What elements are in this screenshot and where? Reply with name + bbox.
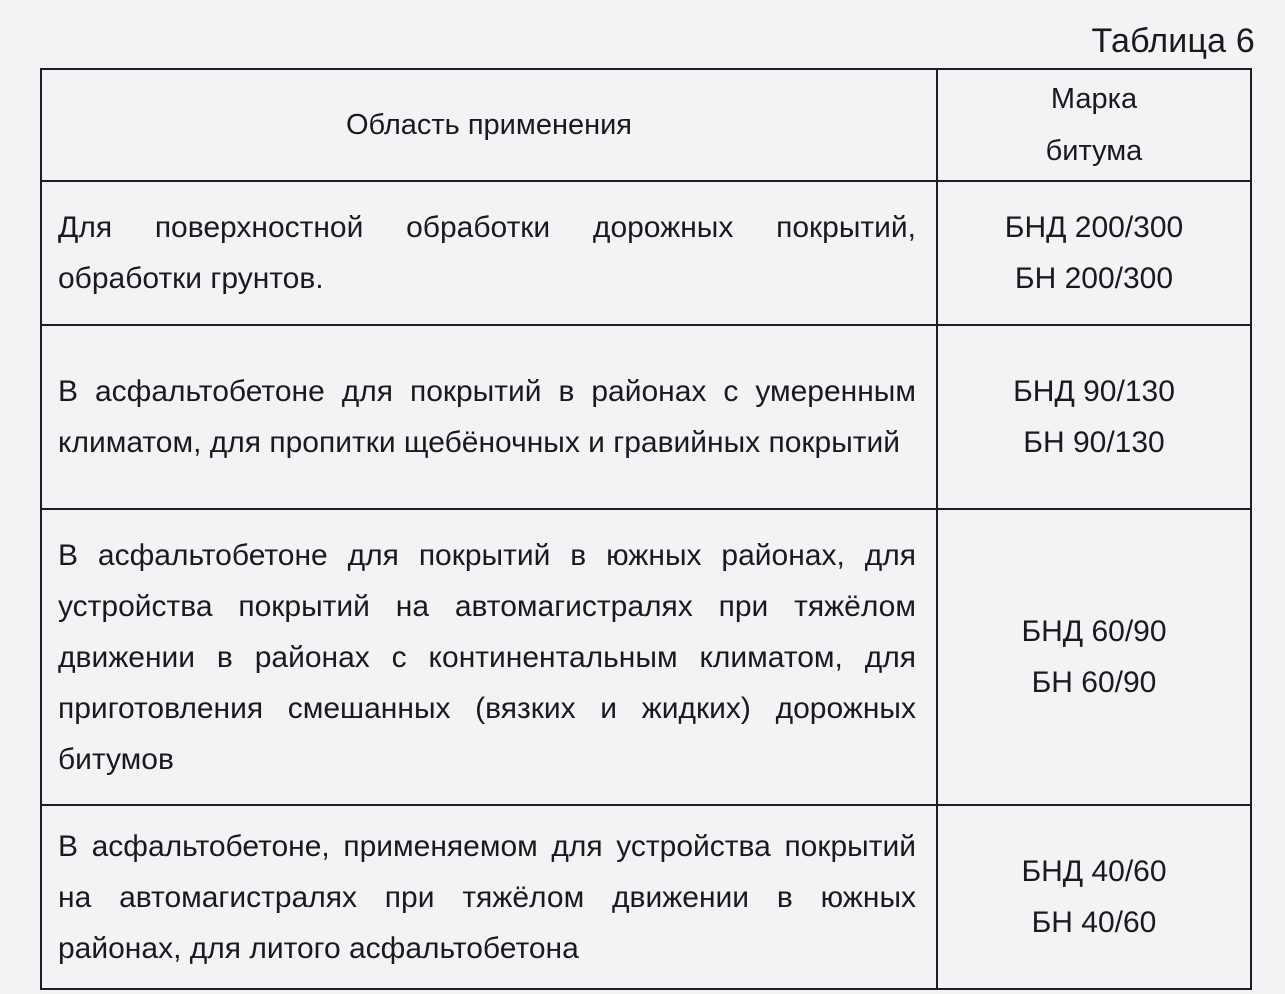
brand-bn: БН 40/60 <box>1031 906 1157 939</box>
bitumen-table <box>40 68 1252 990</box>
brand-bnd: БНД 40/60 <box>1021 855 1167 888</box>
brand-bn: БН 60/90 <box>1031 666 1157 699</box>
area-cell: В асфальтобетоне, применяемом для устройства покрытий на автомагистралях при тяжёлом движении в южных районах, для литого асфальтобетона <box>41 805 937 989</box>
table-caption: Таблица 6 <box>1091 22 1255 60</box>
table-row <box>41 181 1251 325</box>
brand-cell <box>937 181 1251 325</box>
area-cell: В асфальтобетоне для покрытий в районах с умеренным климатом, для пропитки щебёночных и гравийных покрытий <box>41 325 937 509</box>
brand-bn: БН 90/130 <box>1023 426 1165 459</box>
area-cell: В асфальтобетоне для покрытий в южных районах, для устройства покрытий на автомагистралях при тяжёлом движении в районах с континентальным климатом, для приготовления смешанных (вязких и жидких) дорожных битумов <box>41 509 937 805</box>
area-cell: Для поверхностной обработки дорожных покрытий, обработки грунтов. <box>41 181 937 325</box>
brand-cell <box>937 325 1251 509</box>
brand-cell <box>937 805 1251 989</box>
brand-bnd: БНД 90/130 <box>1013 375 1175 408</box>
table-row <box>41 325 1251 509</box>
brand-cell <box>937 509 1251 805</box>
header-brand <box>937 69 1251 181</box>
header-brand-line1: Марка <box>1050 83 1138 115</box>
brand-bnd: БНД 200/300 <box>1004 211 1184 244</box>
brand-bn: БН 200/300 <box>1014 262 1174 295</box>
header-area: Область применения <box>41 69 937 181</box>
table-row <box>41 509 1251 805</box>
table-header-row <box>41 69 1251 181</box>
table-row <box>41 805 1251 989</box>
header-brand-line2: битума <box>1045 135 1143 167</box>
brand-bnd: БНД 60/90 <box>1021 615 1167 648</box>
